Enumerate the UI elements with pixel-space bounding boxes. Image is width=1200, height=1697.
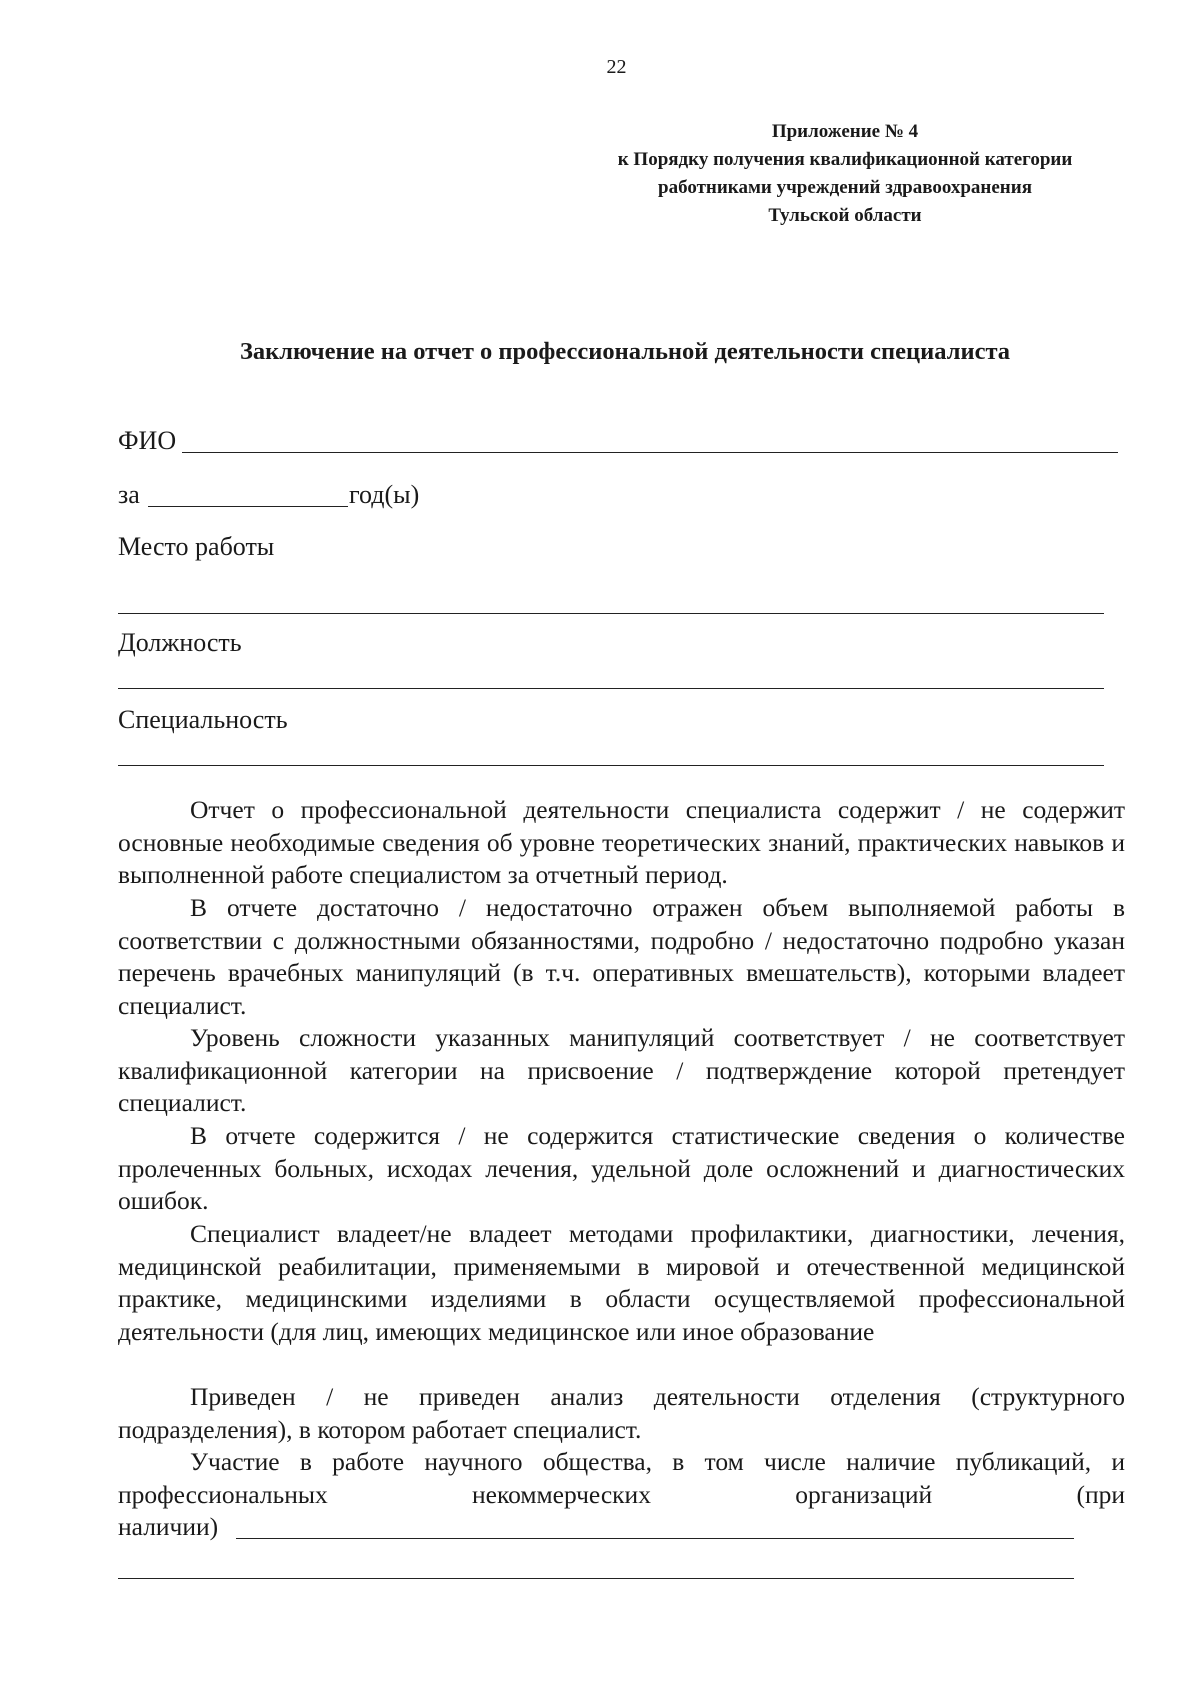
last-line-label: наличии) <box>118 1512 219 1541</box>
workplace-label: Место работы <box>118 532 275 561</box>
participation-line-2 <box>118 1578 1074 1579</box>
year-label: год(ы) <box>349 480 420 509</box>
paragraph-2: В отчете достаточно / недостаточно отражен объем выполняемой работы в соответствии с должностными обязанностями, подробно / недостаточно подробно указан перечень врачебных манипуляций (в т.ч. оперативных вмешательств), которыми владеет специалист. <box>118 893 1125 1020</box>
appendix-line-2: к Порядку получения квалификационной категории <box>617 149 1073 170</box>
paragraph-4: В отчете содержится / не содержится статистические сведения о количестве пролеченных больных, исходах лечения, удельной доле осложнений и диагностических ошибок. <box>118 1121 1125 1216</box>
paragraph-3: Уровень сложности указанных манипуляций соответствует / не соответствует квалификационной категории на присвоение / подтверждение которой претендует специалист. <box>118 1023 1125 1118</box>
year-line <box>148 506 348 507</box>
appendix-header <box>560 118 1130 230</box>
paragraph-7: Участие в работе научного общества, в том числе наличие публикаций, и профессиональных некоммерческих организаций (при <box>118 1447 1125 1509</box>
appendix-line-3: работниками учреждений здравоохранения <box>658 177 1032 198</box>
workplace-line <box>118 613 1104 614</box>
specialty-label: Специальность <box>118 705 288 734</box>
fio-label: ФИО <box>118 426 177 455</box>
za-label: за <box>118 480 140 509</box>
document-title: Заключение на отчет о профессиональной деятельности специалиста <box>239 338 1011 365</box>
appendix-line-1: Приложение № 4 <box>771 121 919 142</box>
fio-line <box>182 452 1118 453</box>
position-label: Должность <box>118 628 242 657</box>
page-number: 22 <box>606 56 627 78</box>
specialty-line <box>118 765 1104 766</box>
paragraph-5: Специалист владеет/не владеет методами профилактики, диагностики, лечения, медицинской реабилитации, применяемыми в мировой и отечественной медицинской практике, медицинскими изделиями в области осуществляемой профессиональной деятельности (для лиц, имеющих медицинское или иное образование <box>118 1219 1125 1346</box>
appendix-line-4: Тульской области <box>768 205 922 226</box>
position-line <box>118 688 1104 689</box>
paragraph-1: Отчет о профессиональной деятельности специалиста содержит / не содержит основные необходимые сведения об уровне теоретических знаний, практических навыков и выполненной работе специалистом за отчетный период. <box>118 795 1125 890</box>
participation-line-1 <box>236 1538 1074 1539</box>
paragraph-6: Приведен / не приведен анализ деятельности отделения (структурного подразделения), в котором работает специалист. <box>118 1382 1125 1444</box>
